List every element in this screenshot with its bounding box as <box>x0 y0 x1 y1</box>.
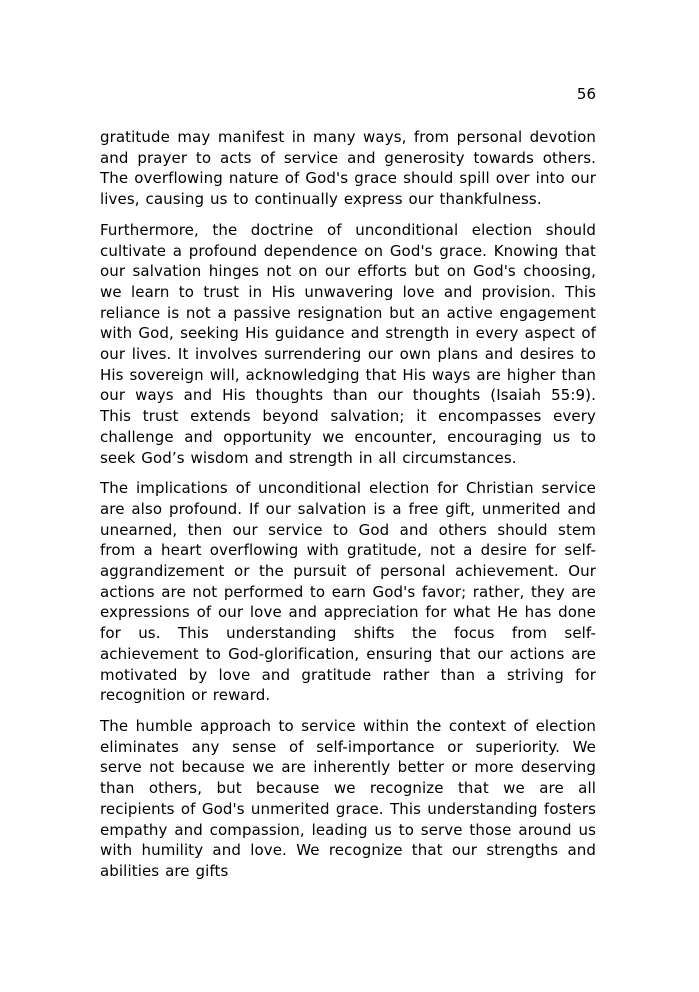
page-number: 56 <box>576 85 596 103</box>
paragraph: The humble approach to service within the context of election eliminates any sense of self-importance or superiority. We serve not because we are inherently better or more deserving than others, but because we recognize that we are all recipients of God's unmerited grace. This understanding fosters empathy and compassion, leading us to serve those around us with humility and love. We recognize that our strengths and abilities are gifts <box>100 716 596 880</box>
paragraph: Furthermore, the doctrine of unconditional election should cultivate a profound dependence on God's grace. Knowing that our salvation hinges not on our efforts but on God's choosing, we learn to trust in His unwavering love and provision. This reliance is not a passive resignation but an active engagement with God, seeking His guidance and strength in every aspect of our lives. It involves surrendering our own plans and desires to His sovereign will, acknowledging that His ways are higher than our ways and His thoughts than our thoughts (Isaiah 55:9). This trust extends beyond salvation; it encompasses every challenge and opportunity we encounter, encouraging us to seek God’s wisdom and strength in all circumstances. <box>100 220 596 467</box>
paragraph: gratitude may manifest in many ways, from personal devotion and prayer to acts of service and generosity towards others. The overflowing nature of God's grace should spill over into our lives, causing us to continually express our thankfulness. <box>100 128 596 209</box>
page-body <box>100 127 596 882</box>
paragraph: The implications of unconditional election for Christian service are also profound. If our salvation is a free gift, unmerited and unearned, then our service to God and others should stem from a heart overflowing with gratitude, not a desire for self-aggrandizement or the pursuit of personal achievement. Our actions are not performed to earn God's favor; rather, they are expressions of our love and appreciation for what He has done for us. This understanding shifts the focus from self-achievement to God-glorification, ensuring that our actions are motivated by love and gratitude rather than a striving for recognition or reward. <box>100 479 596 705</box>
